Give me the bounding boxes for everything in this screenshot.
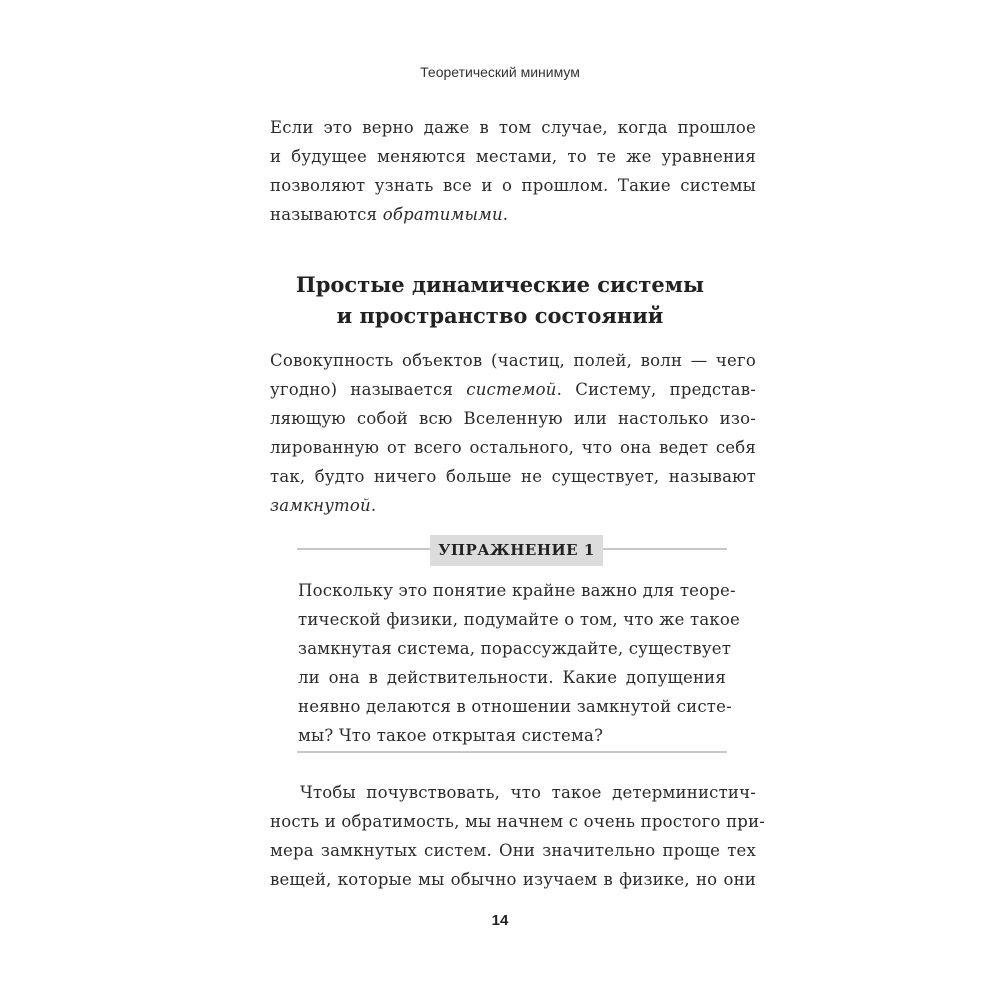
text-line (270, 142, 756, 171)
exercise-top-rule-left (297, 548, 430, 550)
italic-term: обратимыми (382, 205, 503, 224)
text-segment: ность и обратимость, мы начнем с очень простого при- (270, 812, 766, 831)
text-segment: Если это верно даже в том случае, когда прошлое (270, 118, 756, 137)
italic-term: замкнутой (270, 496, 371, 515)
text-segment: . (370, 496, 377, 515)
text-line (270, 375, 756, 404)
text-segment: угодно) называется (270, 380, 467, 399)
exercise-text (298, 576, 740, 750)
italic-term: системой (466, 380, 557, 399)
text-line (270, 778, 756, 807)
text-segment: называются (270, 205, 383, 224)
text-segment: . Систему, представ- (556, 380, 756, 399)
text-line (270, 462, 756, 491)
text-segment: Чтобы почувствовать, что такое детерминистич- (300, 783, 756, 802)
text-line (298, 634, 732, 663)
text-line (270, 433, 756, 462)
text-line (270, 491, 756, 520)
text-segment: мера замкнутых систем. Они значительно проще тех (270, 841, 756, 860)
text-line (298, 605, 740, 634)
paragraph-reversible (270, 113, 756, 229)
text-line (270, 865, 756, 894)
text-segment: ли она в действительности. Какие допущения (298, 668, 726, 687)
text-segment: тической физики, подумайте о том, что же такое (298, 610, 740, 629)
heading-line-1: Простые динамические системы (295, 272, 705, 297)
text-line (270, 113, 756, 142)
text-line (270, 200, 756, 229)
text-line (298, 576, 736, 605)
text-segment: лированную от всего остального, что она ведет себя (270, 438, 756, 457)
text-segment: вещей, которые мы обычно изучаем в физике, но они (270, 870, 756, 889)
text-line (270, 171, 756, 200)
running-head: Теоретический минимум (420, 64, 580, 80)
section-heading (0, 269, 1000, 331)
exercise-top-rule-right (603, 548, 727, 550)
text-line (298, 692, 732, 721)
text-segment: и будущее меняются местами, то те же уравнения (270, 147, 756, 166)
text-segment: мы? Что такое открытая система? (298, 726, 604, 745)
text-segment: ляющую собой всю Вселенную или настолько изо- (270, 409, 756, 428)
text-segment: так, будто ничего больше не существует, называют (270, 467, 756, 486)
exercise-label: УПРАЖНЕНИЕ 1 (430, 535, 603, 566)
text-segment: Поскольку это понятие крайне важно для теоре- (298, 581, 736, 600)
page-number: 14 (491, 912, 509, 929)
text-segment: . (502, 205, 509, 224)
text-line (270, 404, 756, 433)
text-line (270, 836, 756, 865)
exercise-bottom-rule (297, 751, 727, 753)
paragraph-system (270, 346, 756, 520)
text-segment: позволяют узнать все и о прошлом. Такие системы (270, 176, 756, 195)
text-line (270, 807, 766, 836)
text-segment: замкнутая система, порассуждайте, существует (298, 639, 732, 658)
heading-line-2: и пространство состояний (336, 303, 664, 328)
text-segment: неявно делаются в отношении замкнутой систе- (298, 697, 732, 716)
text-line (298, 663, 726, 692)
text-line (298, 721, 726, 750)
text-segment: Совокупность объектов (частиц, полей, волн — чего (270, 351, 756, 370)
paragraph-determinism (270, 778, 766, 894)
text-line (270, 346, 756, 375)
